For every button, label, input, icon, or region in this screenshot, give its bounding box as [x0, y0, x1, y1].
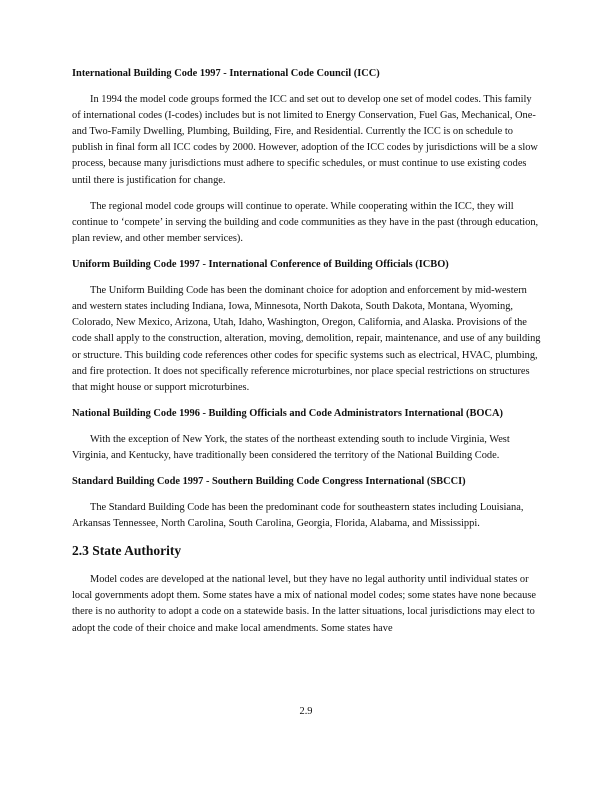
paragraph-icc-formation: In 1994 the model code groups formed the ICC and set out to develop one set of model codes. This family of international codes (I-codes) includes but is not limited to Energy Conservation, Fuel Gas, Mechanical, One- and Two-Family Dwelling, Plumbing, Building, Fire, and Residential. Currently the ICC is on schedule to publish in final form all ICC codes by 2000. However, adoption of the ICC codes by jurisdictions will be a slow process, because many jurisdictions must adhere to specific schedules, or must continue to use existing codes until there is justification for change. — [72, 93, 538, 186]
page-number: 2.9 — [299, 706, 313, 717]
page-content — [72, 66, 542, 647]
paragraph-regional-groups: The regional model code groups will continue to operate. While cooperating within the ICC, they will continue to ‘compete’ in serving the building and code communities as they have in the past (through education, plan review, and other member services). — [72, 200, 539, 245]
section-title-state-authority: 2.3 State Authority — [72, 543, 182, 559]
heading-nbc: National Building Code 1996 - Building Officials and Code Administrators International (BOCA) — [72, 408, 503, 420]
paragraph-sbc: The Standard Building Code has been the predominant code for southeastern states including Louisiana, Arkansas Tennessee, North Carolina, South Carolina, Georgia, Florida, Alabama, and Mississippi. — [72, 501, 524, 529]
paragraph-ubc: The Uniform Building Code has been the dominant choice for adoption and enforcement by mid-western and western states including Indiana, Iowa, Minnesota, North Dakota, South Dakota, Montana, Wyoming, Colorado, New Mexico, Arizona, Utah, Idaho, Washington, Oregon, California, and Alaska. Provisions of the code shall apply to the construction, alteration, moving, demolition, repair, maintenance, and use of any building or structure. This building code references other codes for specific systems such as electrical, HVAC, plumbing, and fire protection. It does not specifically reference microturbines, nor place special restrictions on structures that might house or support microturbines. — [72, 284, 541, 394]
heading-ubc: Uniform Building Code 1997 - International Conference of Building Officials (ICBO) — [72, 259, 449, 271]
heading-sbc: Standard Building Code 1997 - Southern Building Code Congress International (SBCCI) — [72, 476, 466, 488]
paragraph-state-authority: Model codes are developed at the national level, but they have no legal authority until individual states or local governments adopt them. Some states have a mix of national model codes; some states have none because there is no authority to adopt a code on a statewide basis. In the latter situations, local jurisdictions may elect to adopt the code of their choice and make local amendments. Some states have — [72, 574, 536, 634]
heading-ibc: International Building Code 1997 - International Code Council (ICC) — [72, 68, 380, 79]
paragraph-nbc: With the exception of New York, the states of the northeast extending south to include Virginia, West Virginia, and Kentucky, have traditionally been considered the territory of the National Building Code. — [72, 433, 510, 461]
